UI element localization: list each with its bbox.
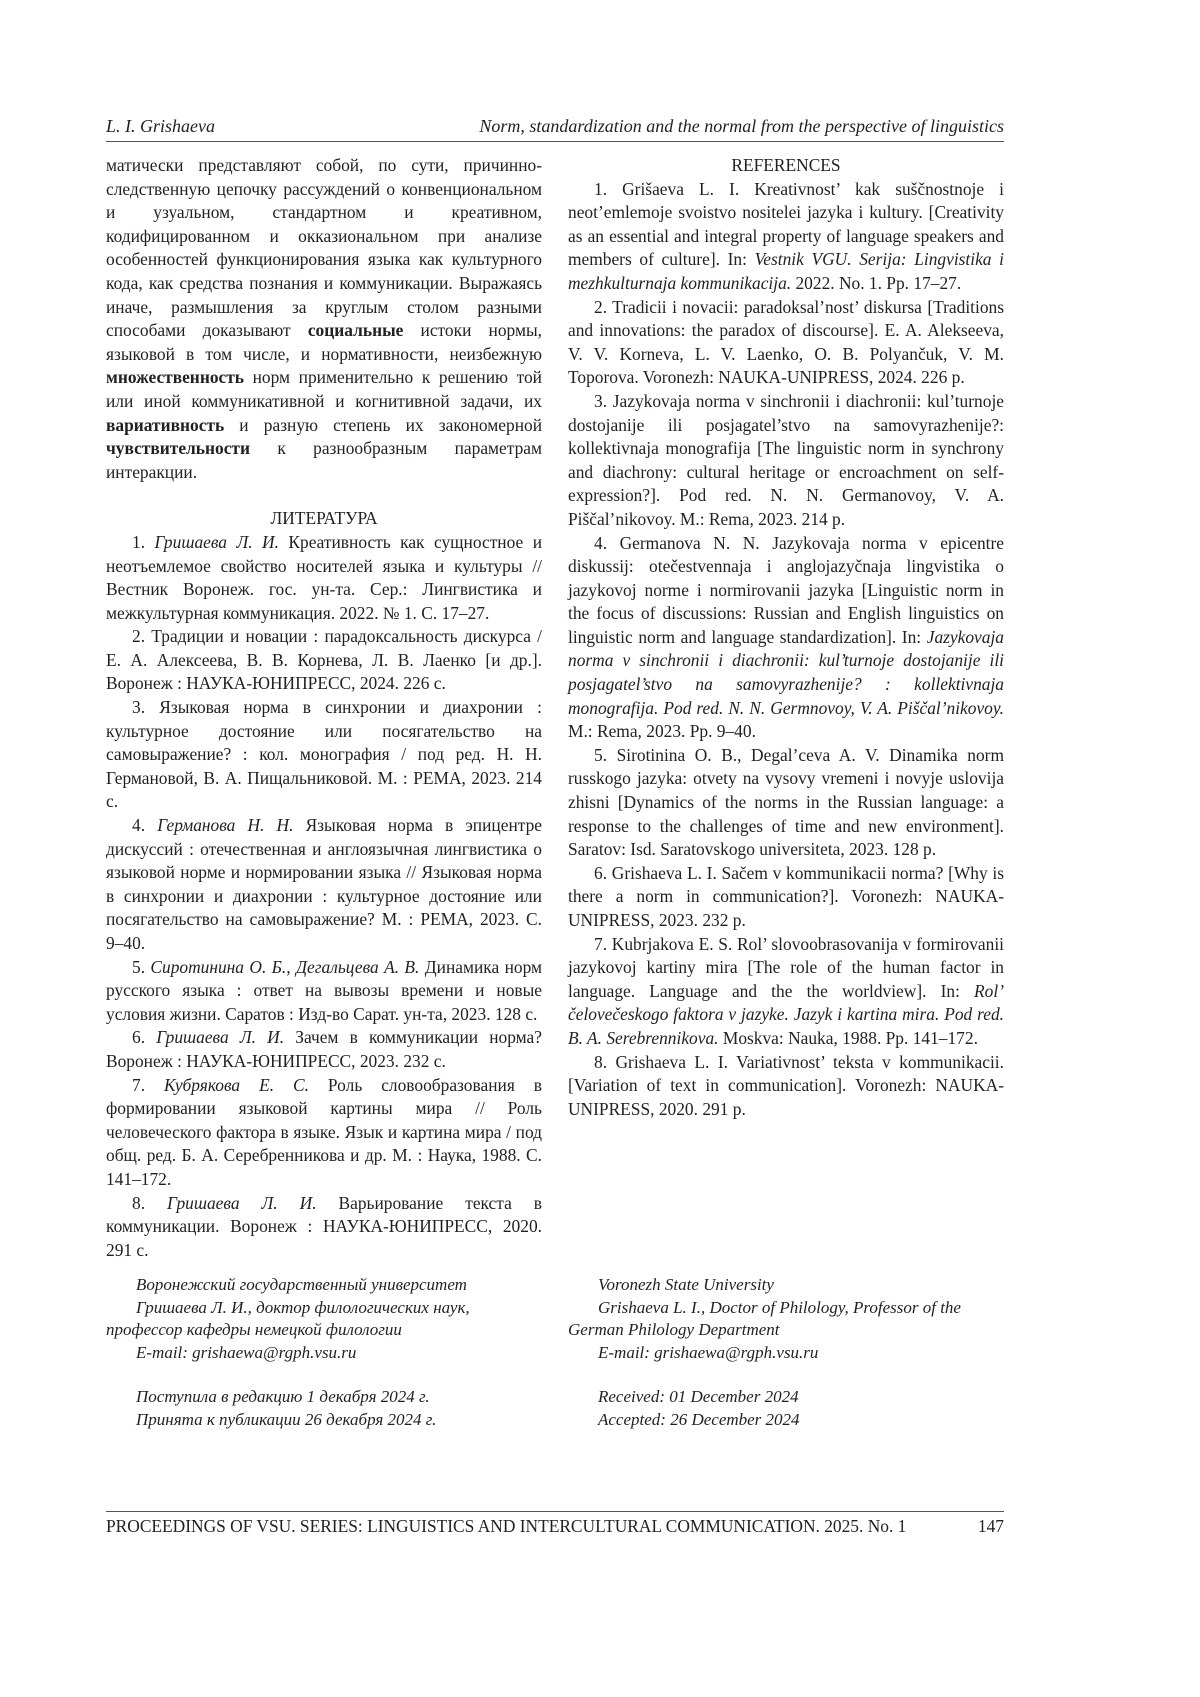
text-segment: 6. bbox=[132, 1027, 156, 1047]
text-segment: матически представляют собой, по сути, причинно-следственную цепочку рассуждений о конвенциональном и узуальном, стандартном и креативном, кодифицированном и окказиональном при анализе особенностей функционирования языка как культурного кода, как средства познания и коммуникации. Выражаясь иначе, размышления за круглым столом разными способами доказывают bbox=[106, 155, 542, 340]
text-segment: Кубрякова Е. С. bbox=[164, 1075, 309, 1095]
text-segment: Jazykovaja norma v sinchronii i diachronii: kul’turnoje dostojanije ili posjagatel’stvo na samovyrazhenije? : kollektivnaja monografija. Pod red. N. N. Germnovoy, V. A. Piščal’nikovoy. bbox=[568, 627, 1004, 718]
text-segment: к разнообразным параметрам интеракции. bbox=[106, 438, 542, 482]
received-date: Поступила в редакцию 1 декабря 2024 г. bbox=[106, 1386, 542, 1409]
university: Воронежский государственный университет bbox=[106, 1274, 542, 1297]
text-segment: Гришаева Л. И. bbox=[167, 1193, 317, 1213]
text-segment: Зачем в коммуникации норма? Воронеж : НАУКА-ЮНИПРЕСС, 2023. 232 с. bbox=[106, 1027, 542, 1071]
references-heading-en: REFERENCES bbox=[568, 154, 1004, 178]
text-segment: 2. Tradicii i novacii: paradoksal’nost’ diskursa [Traditions and innovations: the paradox of discourse]. E. A. Alekseeva, V. V. Korneva, L. V. Laenko, O. B. Polyančuk, V. M. Toporova. Voronezh: NAUKA-UNIPRESS, 2024. 226 p. bbox=[568, 297, 1004, 388]
header-author: L. I. Grishaeva bbox=[106, 116, 215, 137]
reference-item bbox=[568, 532, 1004, 744]
text-segment: Языковая норма в эпицентре дискуссий : отечественная и англоязычная лингвистика о языковой норме и нормировании языка // Языковая норма в синхронии и диахронии : культурное достояние или посягательство на самовыражение? М. : РЕМА, 2023. С. 9–40. bbox=[106, 815, 542, 953]
text-segment: M.: Rema, 2023. Pp. 9–40. bbox=[568, 721, 756, 741]
text-segment: 4. Germanova N. N. Jazykovaja norma v epicentre diskussij: otečestvennaja i anglojazyčnaja lingvistika o jazykovoj norme i normirovanii jazyka [Linguistic norm in the focus of discussions: Russian and English linguistics on linguistic norm and language standardization]. In: bbox=[568, 533, 1004, 647]
text-segment: Vestnik VGU. Serija: Lingvistika i mezhkulturnaja kommunikacija. bbox=[568, 249, 1004, 293]
reference-item bbox=[106, 531, 542, 625]
text-segment: 1. bbox=[132, 532, 155, 552]
left-column bbox=[106, 154, 542, 1262]
text-segment: Гришаева Л. И. bbox=[155, 532, 279, 552]
text-segment: норм применительно к решению той или иной коммуникативной и когнитивной задачи, их bbox=[106, 367, 542, 411]
text-segment: 1. Grišaeva L. I. Kreativnost’ kak suščnostnoje i neot’emlemoje svoistvo nositelei jazyka i kultury. [Creativity as an essential and integral property of language speakers and members of culture]. In: bbox=[568, 179, 1004, 270]
text-segment: 2022. No. 1. Pp. 17–27. bbox=[791, 273, 961, 293]
reference-item bbox=[106, 1026, 542, 1073]
reference-item bbox=[568, 862, 1004, 933]
reference-list-en bbox=[568, 178, 1004, 1122]
text-segment: Rol’ čelovečeskogo faktora v jazyke. Jazyk i kartina mira. Pod red. B. A. Serebrennikova. bbox=[568, 981, 1004, 1048]
text-segment: Moskva: Nauka, 1988. Pp. 141–172. bbox=[719, 1028, 978, 1048]
author-info: Grishaeva L. I., Doctor of Philology, Professor of the German Philology Department bbox=[568, 1297, 1004, 1342]
reference-item bbox=[568, 1051, 1004, 1122]
right-column bbox=[568, 154, 1004, 1262]
text-segment: истоки нормы, языковой в том числе, и нормативности, неизбежную bbox=[106, 320, 542, 364]
received-date: Received: 01 December 2024 bbox=[568, 1386, 1004, 1409]
email: E-mail: grishaewa@rgph.vsu.ru bbox=[568, 1342, 1004, 1365]
text-segment: 6. Grishaeva L. I. Sačem v kommunikacii norma? [Why is there a norm in communication?]. Voronezh: NAUKA-UNIPRESS, 2023. 232 p. bbox=[568, 863, 1004, 930]
reference-item bbox=[568, 178, 1004, 296]
text-segment: 5. Sirotinina O. B., Degal’ceva A. V. Dinamika norm russkogo jazyka: otvety na vysovy vremeni i novyje uslovija zhisni [Dynamics of the norms in the Russian language: a response to the challenges of time and new environment]. Saratov: Isd. Saratovskogo universiteta, 2023. 128 p. bbox=[568, 745, 1004, 859]
accepted-date: Accepted: 26 December 2024 bbox=[568, 1409, 1004, 1432]
text-segment: Гришаева Л. И. bbox=[156, 1027, 284, 1047]
reference-item bbox=[106, 625, 542, 696]
reference-item bbox=[568, 390, 1004, 532]
journal-name: PROCEEDINGS OF VSU. SERIES: LINGUISTICS AND INTERCULTURAL COMMUNICATION. 2025. No. 1 bbox=[106, 1516, 906, 1536]
text-segment: вариативность bbox=[106, 415, 224, 435]
text-segment: Роль словообразования в формировании языковой картины мира // Роль человеческого фактора в языке. Язык и картина мира / под общ. ред. Б. А. Серебренникова и др. М. : Наука, 1988. С. 141–172. bbox=[106, 1075, 542, 1189]
text-segment: 8. Grishaeva L. I. Variativnost’ teksta v kommunikacii. [Variation of text in communication]. Voronezh: NAUKA-UNIPRESS, 2020. 291 p. bbox=[568, 1052, 1004, 1119]
reference-item bbox=[568, 296, 1004, 390]
reference-item bbox=[568, 744, 1004, 862]
text-segment: 7. bbox=[132, 1075, 164, 1095]
page-body bbox=[106, 154, 1004, 1567]
text-segment: 3. Языковая норма в синхронии и диахронии : культурное достояние или посягательство на самовыражение? : кол. монография / под ред. Н. Н. Германовой, В. А. Пищальниковой. М. : РЕМА, 2023. 214 с. bbox=[106, 697, 542, 811]
reference-item bbox=[106, 814, 542, 956]
text-segment: Германова Н. Н. bbox=[157, 815, 293, 835]
body-paragraph bbox=[106, 154, 542, 484]
reference-item bbox=[106, 1074, 542, 1192]
reference-item bbox=[106, 696, 542, 814]
text-segment: 5. bbox=[132, 957, 150, 977]
text-segment: Варьирование текста в коммуникации. Воронеж : НАУКА-ЮНИПРЕСС, 2020. 291 с. bbox=[106, 1193, 542, 1260]
affiliation-ru bbox=[106, 1274, 542, 1431]
header-title: Norm, standardization and the normal from the perspective of linguistics bbox=[479, 116, 1004, 137]
reference-list-ru bbox=[106, 531, 542, 1262]
reference-item bbox=[106, 956, 542, 1027]
text-segment: Сиротинина О. Б., Дегальцева А. В. bbox=[150, 957, 419, 977]
reference-item bbox=[106, 1192, 542, 1263]
text-segment: и разную степень их закономерной bbox=[224, 415, 542, 435]
affiliation-en bbox=[568, 1274, 1004, 1431]
running-header bbox=[106, 113, 1004, 142]
two-column-text bbox=[106, 154, 1004, 1262]
reference-item bbox=[568, 933, 1004, 1051]
text-segment: социальные bbox=[308, 320, 404, 340]
email: E-mail: grishaewa@rgph.vsu.ru bbox=[106, 1342, 542, 1365]
university: Voronezh State University bbox=[568, 1274, 1004, 1297]
affiliations bbox=[106, 1274, 1004, 1431]
text-segment: 4. bbox=[132, 815, 157, 835]
text-segment: множественность bbox=[106, 367, 244, 387]
text-segment: 8. bbox=[132, 1193, 167, 1213]
text-segment: чувствительности bbox=[106, 438, 250, 458]
text-segment: Динамика норм русского языка : ответ на вывозы времени и новые условия жизни. Саратов : Изд-во Сарат. ун-та, 2023. 128 с. bbox=[106, 957, 542, 1024]
text-segment: 3. Jazykovaja norma v sinchronii i diachronii: kul’turnoje dostojanije ili posjagatel’stvo na samovyrazhenije?: kollektivnaja monografija [The linguistic norm in synchrony and diachrony: cultural heritage or encroachment on self-expression?]. Pod red. N. N. Germanovoy, V. A. Piščal’nikovoy. M.: Rema, 2023. 214 p. bbox=[568, 391, 1004, 529]
references-heading-ru: ЛИТЕРАТУРА bbox=[106, 507, 542, 531]
text-segment: Креативность как сущностное и неотъемлемое свойство носителей языка и культуры // Вестник Воронеж. гос. ун-та. Сер.: Лингвистика и межкультурная коммуникация. 2022. № 1. С. 17–27. bbox=[106, 532, 542, 623]
text-segment: 7. Kubrjakova E. S. Rol’ slovoobrasovanija v formirovanii jazykovoj kartiny mira [The role of the human factor in language. Language and the the worldview]. In: bbox=[568, 934, 1004, 1001]
page-footer bbox=[106, 1511, 1004, 1567]
author-info: Гришаева Л. И., доктор филологических наук, профессор кафедры немецкой филологии bbox=[106, 1297, 542, 1342]
text-segment: 2. Традиции и новации : парадоксальность дискурса / Е. А. Алексеева, В. В. Корнева, Л. В. Лаенко [и др.]. Воронеж : НАУКА-ЮНИПРЕСС, 2024. 226 с. bbox=[106, 626, 542, 693]
page-number: 147 bbox=[978, 1516, 1004, 1537]
accepted-date: Принята к публикации 26 декабря 2024 г. bbox=[106, 1409, 542, 1432]
